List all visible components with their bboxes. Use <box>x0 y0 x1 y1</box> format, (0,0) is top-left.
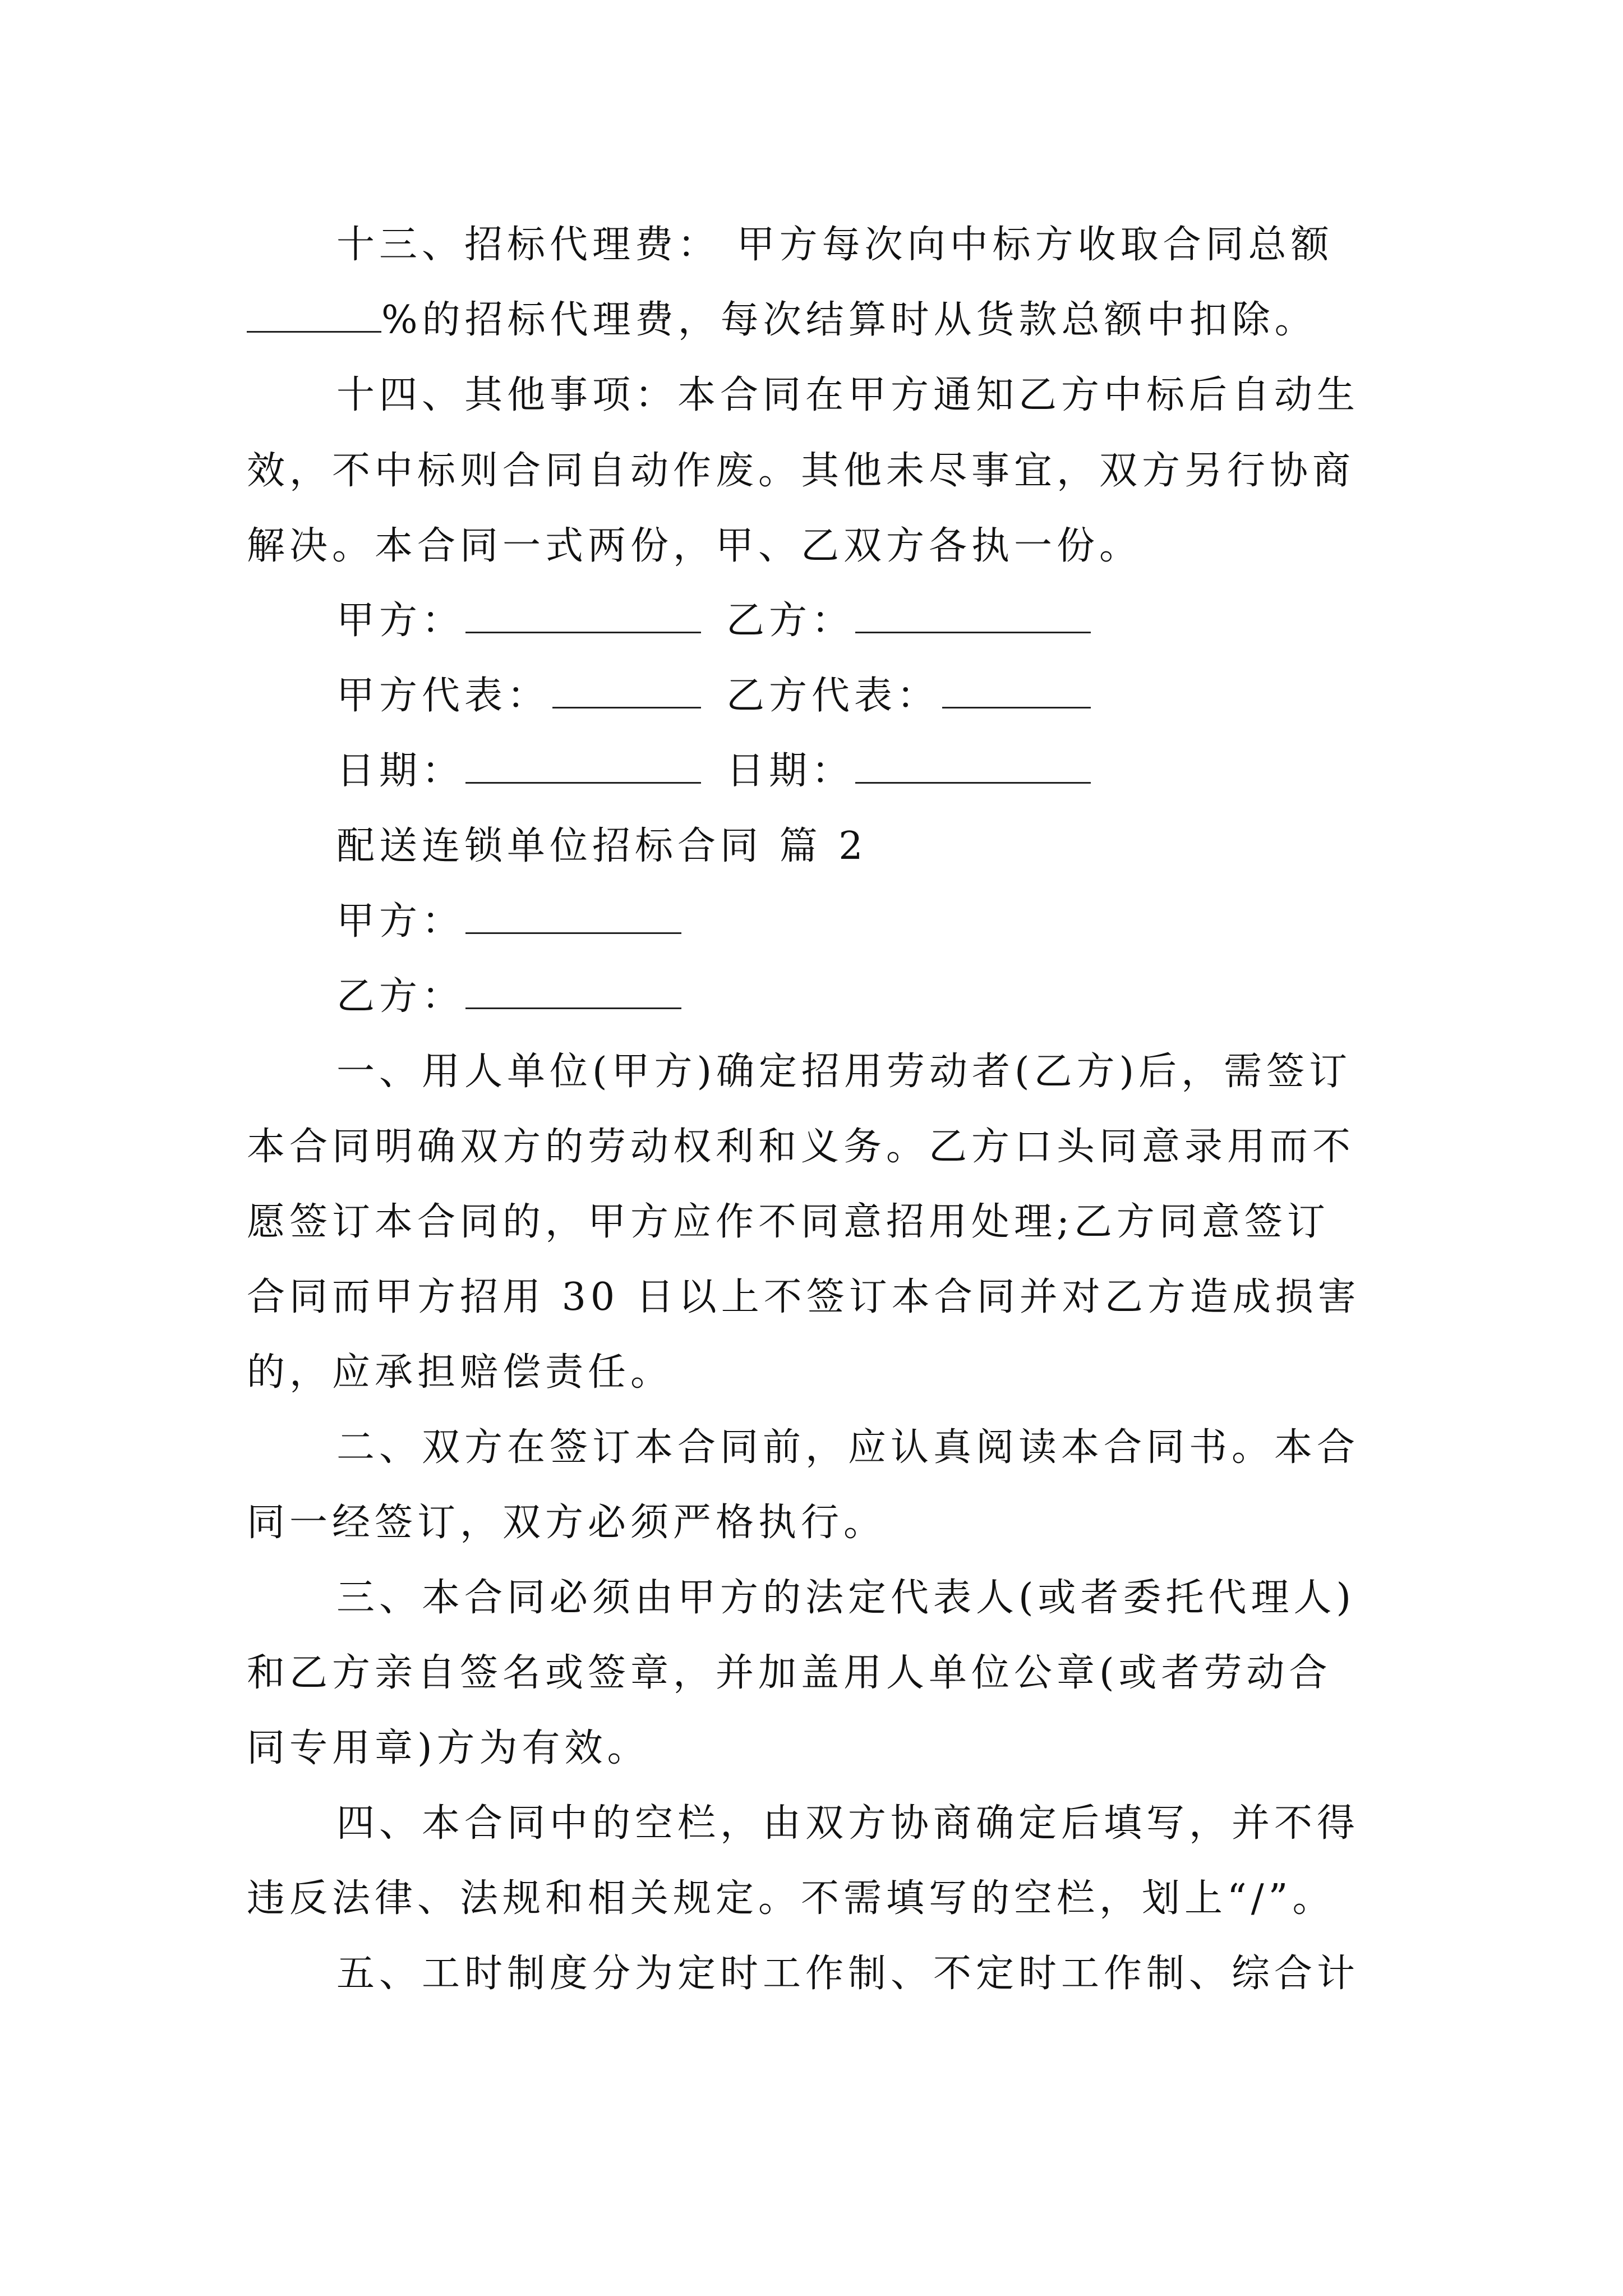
section13-line2 <box>247 295 1391 346</box>
clause3-line1: 三、本合同必须由甲方的法定代表人(或者委托代理人) <box>336 1576 1356 1620</box>
clause2-line2: 同一经签订，双方必须严格执行。 <box>247 1501 887 1545</box>
section13-line2-text: %的招标代理费，每次结算时从货款总额中扣除。 <box>381 298 1317 342</box>
section14-line2: 效，不中标则合同自动作废。其他未尽事宜，双方另行协商 <box>247 449 1355 493</box>
clause4-line2: 违反法律、法规和相关规定。不需填写的空栏，划上“/”。 <box>247 1876 1335 1921</box>
date-a-blank <box>465 746 701 784</box>
clause5-line1: 五、工时制度分为定时工作制、不定时工作制、综合计 <box>336 1952 1360 1996</box>
clause4-line1: 四、本合同中的空栏，由双方协商确定后填写，并不得 <box>336 1801 1360 1846</box>
blank-field <box>247 295 381 333</box>
rep-a-blank <box>552 671 701 708</box>
clause1-line3: 愿签订本合同的，甲方应作不同意招用处理;乙方同意签订 <box>247 1200 1330 1244</box>
party-b-blank-2 <box>465 972 681 1009</box>
party-b-label: 乙方： <box>726 599 855 643</box>
rep-b-label: 乙方代表： <box>726 674 940 718</box>
rep-b-blank <box>942 671 1091 708</box>
clause3-line3: 同专用章)方为有效。 <box>247 1726 650 1770</box>
party-a-label: 甲方： <box>336 599 465 643</box>
section14-line1: 十四、其他事项：本合同在甲方通知乙方中标后自动生 <box>336 373 1360 417</box>
party-b-label-2: 乙方： <box>336 974 465 1019</box>
clause1-line4: 合同而甲方招用 30 日以上不签订本合同并对乙方造成损害 <box>247 1275 1361 1319</box>
date-a-label: 日期： <box>336 749 465 793</box>
party-a-blank <box>465 596 701 633</box>
rep-a-label: 甲方代表： <box>336 674 550 718</box>
section14-line3: 解决。本合同一式两份，甲、乙双方各执一份。 <box>247 524 1142 568</box>
clause1-line5: 的，应承担赔偿责任。 <box>247 1350 674 1395</box>
clause1-line2: 本合同明确双方的劳动权利和义务。乙方口头同意录用而不 <box>247 1125 1355 1169</box>
section-title-2: 配送连锁单位招标合同 篇 2 <box>336 824 868 868</box>
party-a-blank-2 <box>465 896 681 934</box>
clause2-line1: 二、双方在签订本合同前，应认真阅读本合同书。本合 <box>336 1425 1360 1470</box>
date-b-blank <box>855 746 1091 784</box>
party-a-label-2: 甲方： <box>336 899 465 944</box>
party-b-blank <box>855 596 1091 633</box>
section13-line1: 十三、招标代理费： 甲方每次向中标方收取合同总额 <box>336 223 1334 267</box>
clause3-line2: 和乙方亲自签名或签章，并加盖用人单位公章(或者劳动合 <box>247 1651 1332 1695</box>
date-b-label: 日期： <box>726 749 855 793</box>
clause1-line1: 一、用人单位(甲方)确定招用劳动者(乙方)后，需签订 <box>336 1050 1352 1094</box>
